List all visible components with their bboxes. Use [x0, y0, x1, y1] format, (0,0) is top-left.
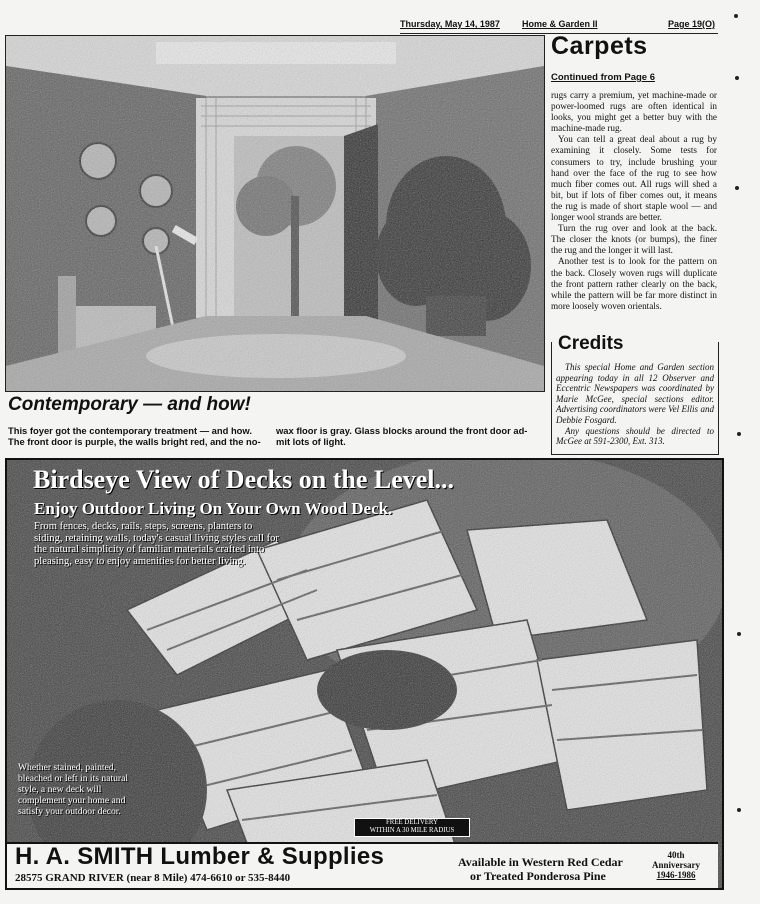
caption-line: This foyer got the contemporary treatment — and how. — [8, 425, 252, 436]
credits-title: Credits — [556, 333, 627, 355]
delivery-line: WITHIN A 30 MILE RADIUS — [369, 827, 455, 834]
free-delivery-badge — [354, 818, 470, 837]
anniv-line: 40th — [667, 850, 685, 860]
header-date: Thursday, May 14, 1987 — [400, 19, 500, 29]
header-section: Home & Garden II — [522, 19, 598, 29]
article-paragraph: Another test is to look for the pattern on the back. Closely woven rugs will duplicate the front pattern rather clearly on the back, while the pattern will be far more distinct in more loosely woven orientals. — [551, 256, 717, 311]
scan-speck — [737, 808, 741, 812]
scan-speck — [735, 186, 739, 190]
ad-stain-note: Whether stained, painted, bleached or left in its natural style, a new deck will complement your home and satisfy your outdoor decor. — [18, 762, 129, 817]
carpets-title: Carpets — [551, 32, 648, 60]
carpets-continued: Continued from Page 6 — [551, 72, 655, 83]
caption-line: The front door is purple, the walls bright red, and the no- — [8, 436, 261, 447]
photo-headline: Contemporary — and how! — [8, 394, 251, 415]
article-paragraph: You can tell a great deal about a rug by examining it closely. Some tests for consumers to try, include brushing your hand over the face of the rug to see how much fiber comes out. All rugs will shed a bit, but if lots of fiber comes out, it means the rug is made of short staple wool — and longer wool strands are better. — [551, 134, 717, 223]
header-page: Page 19(O) — [668, 19, 716, 29]
ad-subheadline: Enjoy Outdoor Living On Your Own Wood Deck. — [34, 499, 393, 518]
anniv-line: Anniversary — [652, 860, 700, 870]
ad-headline: Birdseye View of Decks on the Level... — [33, 465, 455, 494]
availability-line: Available in Western Red Cedar — [458, 855, 623, 869]
foyer-illustration — [6, 36, 544, 391]
caption-line: wax floor is gray. Glass blocks around the front door ad- — [276, 425, 528, 436]
scan-speck — [737, 432, 741, 436]
scan-speck — [734, 14, 738, 18]
carpets-article — [551, 90, 717, 312]
foyer-photo — [5, 35, 545, 392]
credits-text — [556, 362, 714, 447]
ad-body-text: From fences, decks, rails, steps, screens, planters to siding, retaining walls, today's casual living styles call for the natural simplicity of familiar materials crafted into pleasing, easy to enjoy amenities for better living. — [34, 521, 279, 567]
treated-line: or Treated Ponderosa Pine — [470, 869, 606, 883]
company-address: 28575 GRAND RIVER (near 8 Mile) 474-6610 or 535-8440 — [15, 872, 291, 884]
article-paragraph: Turn the rug over and look at the back. The closer the knots (or bumps), the finer the rug and the longer it will last. — [551, 223, 717, 256]
article-paragraph: rugs carry a premium, yet machine-made or power-loomed rugs are often identical in looks, you might get a better buy with the machine-made rug. — [551, 90, 717, 134]
anniversary-badge — [641, 850, 711, 880]
caption-line: mit lots of light. — [276, 436, 346, 447]
delivery-line: FREE DELIVERY — [386, 819, 438, 826]
company-name: H. A. SMITH Lumber & Supplies — [15, 843, 385, 870]
scan-speck — [735, 76, 739, 80]
credits-paragraph: This special Home and Garden section appearing today in all 12 Observer and Eccentric Newspapers was coordinated by Marie McGee, special sections editor. Advertising coordinators were Vel Ellis and Debbie Fosgard. — [556, 362, 714, 425]
anniv-line: 1946-1986 — [656, 870, 696, 880]
scan-speck — [737, 632, 741, 636]
credits-paragraph: Any questions should be directed to McGee at 591-2300, Ext. 313. — [556, 425, 714, 447]
